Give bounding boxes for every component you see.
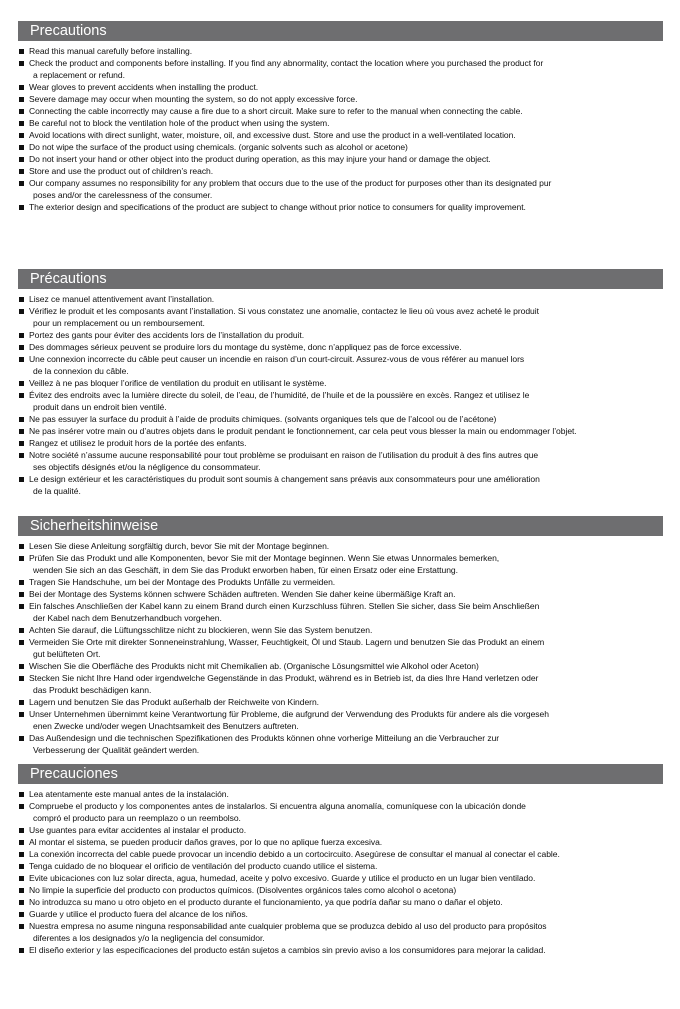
- item-text: Ein falsches Anschließen der Kabel kann zu einem Brand durch einen Kurzschluss führen. Stellen Sie sicher, dass Sie beim Anschließen: [29, 601, 540, 611]
- item-text: Our company assumes no responsibility for any problem that occurs due to the use of the product for purposes other than its designated pur: [29, 178, 552, 188]
- list-item: [18, 540, 663, 552]
- section-title: Précautions: [18, 269, 663, 289]
- list-item: [18, 105, 663, 117]
- section-german: [18, 516, 663, 756]
- item-text-continued: a replacement or refund.: [33, 70, 125, 80]
- list-item: [18, 788, 663, 800]
- item-text-continued: der Kabel nach dem Benutzerhandbuch vorgehen.: [33, 613, 222, 623]
- item-text: Le design extérieur et les caractéristiques du produit sont soumis à changement sans préavis aux consommateurs pour une amélioration: [29, 474, 540, 484]
- precaution-list: [18, 788, 663, 956]
- item-text: Des dommages sérieux peuvent se produire lors du montage du système, donc n’appliquez pas de force excessive.: [29, 342, 462, 352]
- list-item: [18, 305, 663, 329]
- list-item: [18, 293, 663, 305]
- item-text-continued: ses objectifs désignés et/ou la négligence du consommateur.: [33, 462, 261, 472]
- list-item: [18, 129, 663, 141]
- item-text: Use guantes para evitar accidentes al instalar el producto.: [29, 825, 247, 835]
- item-text: Ne pas insérer votre main ou d’autres objets dans le produit pendant le fonctionnement, car cela peut vous blesser la main ou endommager l’objet.: [29, 426, 577, 436]
- item-text-continued: gut belüfteten Ort.: [33, 649, 101, 659]
- list-item: [18, 848, 663, 860]
- list-item: [18, 117, 663, 129]
- item-text: Une connexion incorrecte du câble peut causer un incendie en raison d’un court-circuit. Assurez-vous de vous référer au manuel lors: [29, 354, 525, 364]
- list-item: [18, 153, 663, 165]
- item-text-continued: de la qualité.: [33, 486, 81, 496]
- item-text: Stecken Sie nicht Ihre Hand oder irgendwelche Gegenstände in das Produkt, während es in Betrieb ist, da dies Ihre Hand verletzen oder: [29, 673, 539, 683]
- list-item: [18, 672, 663, 696]
- section-french: [18, 269, 663, 497]
- list-item: [18, 624, 663, 636]
- item-text: El diseño exterior y las especificaciones del producto están sujetos a cambios sin previo aviso a los consumidores para mejorar la calidad.: [29, 945, 546, 955]
- item-text: Store and use the product out of children’s reach.: [29, 166, 214, 176]
- precaution-list: [18, 540, 663, 756]
- list-item: [18, 473, 663, 497]
- list-item: [18, 413, 663, 425]
- list-item: [18, 636, 663, 660]
- item-text: Wischen Sie die Oberfläche des Produkts nicht mit Chemikalien ab. (Organische Lösungsmittel wie Alkohol oder Aceton): [29, 661, 479, 671]
- item-text-continued: Verbesserung der Qualität geändert werden.: [33, 745, 200, 755]
- list-item: [18, 177, 663, 201]
- list-item: [18, 93, 663, 105]
- item-text: Check the product and components before installing. If you find any abnormality, contact the location where you purchased the product for: [29, 58, 544, 68]
- item-text: Do not wipe the surface of the product using chemicals. (organic solvents such as alcohol or acetone): [29, 142, 408, 152]
- list-item: [18, 329, 663, 341]
- list-item: [18, 165, 663, 177]
- item-text-continued: compró el producto para un reemplazo o un reembolso.: [33, 813, 241, 823]
- section-title: Sicherheitshinweise: [18, 516, 663, 536]
- item-text: Severe damage may occur when mounting the system, so do not apply excessive force.: [29, 94, 358, 104]
- item-text-continued: pour un remplacement ou un remboursement.: [33, 318, 205, 328]
- item-text: Do not insert your hand or other object into the product during operation, as this may injure your hand or damage the object.: [29, 154, 491, 164]
- item-text-continued: produit dans un endroit bien ventilé.: [33, 402, 167, 412]
- item-text: Unser Unternehmen übernimmt keine Verantwortung für Probleme, die aufgrund der Verwendung des Produkts für andere als die vorgeseh: [29, 709, 549, 719]
- section-english: [18, 21, 663, 213]
- list-item: [18, 944, 663, 956]
- list-item: [18, 552, 663, 576]
- item-text: Vermeiden Sie Orte mit direkter Sonneneinstrahlung, Wasser, Feuchtigkeit, Öl und Staub. Lagern und benutzen Sie das Produkt an einem: [29, 637, 545, 647]
- list-item: [18, 860, 663, 872]
- item-text: No limpie la superficie del producto con productos químicos. (Disolventes orgánicos tales como alcohol o acetona): [29, 885, 457, 895]
- item-text: Évitez des endroits avec la lumière directe du soleil, de l’eau, de l’humidité, de l’huile et de la poussière en excès. Rangez et utilisez le: [29, 390, 530, 400]
- list-item: [18, 824, 663, 836]
- item-text: Guarde y utilice el producto fuera del alcance de los niños.: [29, 909, 248, 919]
- list-item: [18, 872, 663, 884]
- item-text: Ne pas essuyer la surface du produit à l’aide de produits chimiques. (solvants organiques tels que de l’alcool ou de l’acétone): [29, 414, 497, 424]
- item-text: Lagern und benutzen Sie das Produkt außerhalb der Reichweite von Kindern.: [29, 697, 319, 707]
- item-text: No introduzca su mano u otro objeto en el producto durante el funcionamiento, ya que podría dañar su mano o dañar el objeto.: [29, 897, 503, 907]
- list-item: [18, 908, 663, 920]
- item-text-continued: das Produkt beschädigen kann.: [33, 685, 152, 695]
- list-item: [18, 588, 663, 600]
- item-text: La conexión incorrecta del cable puede provocar un incendio debido a un cortocircuito. Asegúrese de consultar el manual al conectar el cable.: [29, 849, 560, 859]
- item-text: Rangez et utilisez le produit hors de la portée des enfants.: [29, 438, 247, 448]
- list-item: [18, 45, 663, 57]
- list-item: [18, 201, 663, 213]
- item-text: Achten Sie darauf, die Lüftungsschlitze nicht zu blockieren, wenn Sie das System benutzen.: [29, 625, 373, 635]
- list-item: [18, 437, 663, 449]
- item-text: Nuestra empresa no asume ninguna responsabilidad ante cualquier problema que se produzca debido al uso del producto para propósitos: [29, 921, 547, 931]
- item-text: Prüfen Sie das Produkt und alle Komponenten, bevor Sie mit der Montage beginnen. Wenn Sie etwas Unnormales bemerken,: [29, 553, 500, 563]
- list-item: [18, 660, 663, 672]
- section-title: Precauciones: [18, 764, 663, 784]
- item-text: Lesen Sie diese Anleitung sorgfältig durch, bevor Sie mit der Montage beginnen.: [29, 541, 330, 551]
- item-text: Connecting the cable incorrectly may cause a fire due to a short circuit. Make sure to refer to the manual when connecting the cable.: [29, 106, 523, 116]
- item-text: Tragen Sie Handschuhe, um bei der Montage des Produkts Unfälle zu vermeiden.: [29, 577, 336, 587]
- item-text: Read this manual carefully before installing.: [29, 46, 193, 56]
- section-spanish: [18, 764, 663, 956]
- list-item: [18, 884, 663, 896]
- section-title: Precautions: [18, 21, 663, 41]
- item-text-continued: wenden Sie sich an das Geschäft, in dem Sie das Produkt erworben haben, für einen Ersatz oder eine Erstattung.: [33, 565, 458, 575]
- item-text-continued: enen Zwecke und/oder wegen Unachtsamkeit des Benutzers auftreten.: [33, 721, 299, 731]
- precaution-list: [18, 45, 663, 213]
- list-item: [18, 389, 663, 413]
- item-text: The exterior design and specifications of the product are subject to change without prior notice to consumers for quality improvement.: [29, 202, 526, 212]
- list-item: [18, 449, 663, 473]
- list-item: [18, 836, 663, 848]
- list-item: [18, 920, 663, 944]
- item-text-continued: de la connexion du câble.: [33, 366, 129, 376]
- item-text: Lisez ce manuel attentivement avant l’installation.: [29, 294, 215, 304]
- item-text: Al montar el sistema, se pueden producir daños graves, por lo que no aplique fuerza excesiva.: [29, 837, 383, 847]
- list-item: [18, 896, 663, 908]
- item-text: Compruebe el producto y los componentes antes de instalarlos. Si encuentra alguna anomalía, comuníquese con la ubicación donde: [29, 801, 526, 811]
- item-text: Tenga cuidado de no bloquear el orificio de ventilación del producto cuando utilice el sistema.: [29, 861, 378, 871]
- list-item: [18, 600, 663, 624]
- list-item: [18, 353, 663, 377]
- item-text: Bei der Montage des Systems können schwere Schäden auftreten. Wenden Sie daher keine übermäßige Kraft an.: [29, 589, 456, 599]
- list-item: [18, 576, 663, 588]
- list-item: [18, 141, 663, 153]
- list-item: [18, 696, 663, 708]
- list-item: [18, 341, 663, 353]
- item-text: Veillez à ne pas bloquer l’orifice de ventilation du produit en utilisant le système.: [29, 378, 327, 388]
- item-text: Portez des gants pour éviter des accidents lors de l’installation du produit.: [29, 330, 305, 340]
- item-text: Notre société n’assume aucune responsabilité pour tout problème se produisant en raison de l’utilisation du produit à des fins autres que: [29, 450, 539, 460]
- list-item: [18, 377, 663, 389]
- item-text: Be careful not to block the ventilation hole of the product when using the system.: [29, 118, 330, 128]
- item-text: Evite ubicaciones con luz solar directa, agua, humedad, aceite y polvo excesivo. Guarde y utilice el producto en un lugar bien ventilado.: [29, 873, 536, 883]
- precaution-list: [18, 293, 663, 497]
- list-item: [18, 81, 663, 93]
- list-item: [18, 57, 663, 81]
- item-text: Wear gloves to prevent accidents when installing the product.: [29, 82, 259, 92]
- item-text-continued: poses and/or the carelessness of the consumer.: [33, 190, 213, 200]
- list-item: [18, 800, 663, 824]
- item-text: Avoid locations with direct sunlight, water, moisture, oil, and excessive dust. Store and use the product in a well-ventilated location.: [29, 130, 516, 140]
- list-item: [18, 708, 663, 732]
- item-text: Lea atentamente este manual antes de la instalación.: [29, 789, 229, 799]
- item-text: Vérifiez le produit et les composants avant l’installation. Si vous constatez une anomalie, contactez le lieu où vous avez acheté le produit: [29, 306, 539, 316]
- list-item: [18, 732, 663, 756]
- list-item: [18, 425, 663, 437]
- item-text-continued: diferentes a los designados y/o la negligencia del consumidor.: [33, 933, 265, 943]
- item-text: Das Außendesign und die technischen Spezifikationen des Produkts können ohne vorherige Mitteilung an die Verbraucher zur: [29, 733, 500, 743]
